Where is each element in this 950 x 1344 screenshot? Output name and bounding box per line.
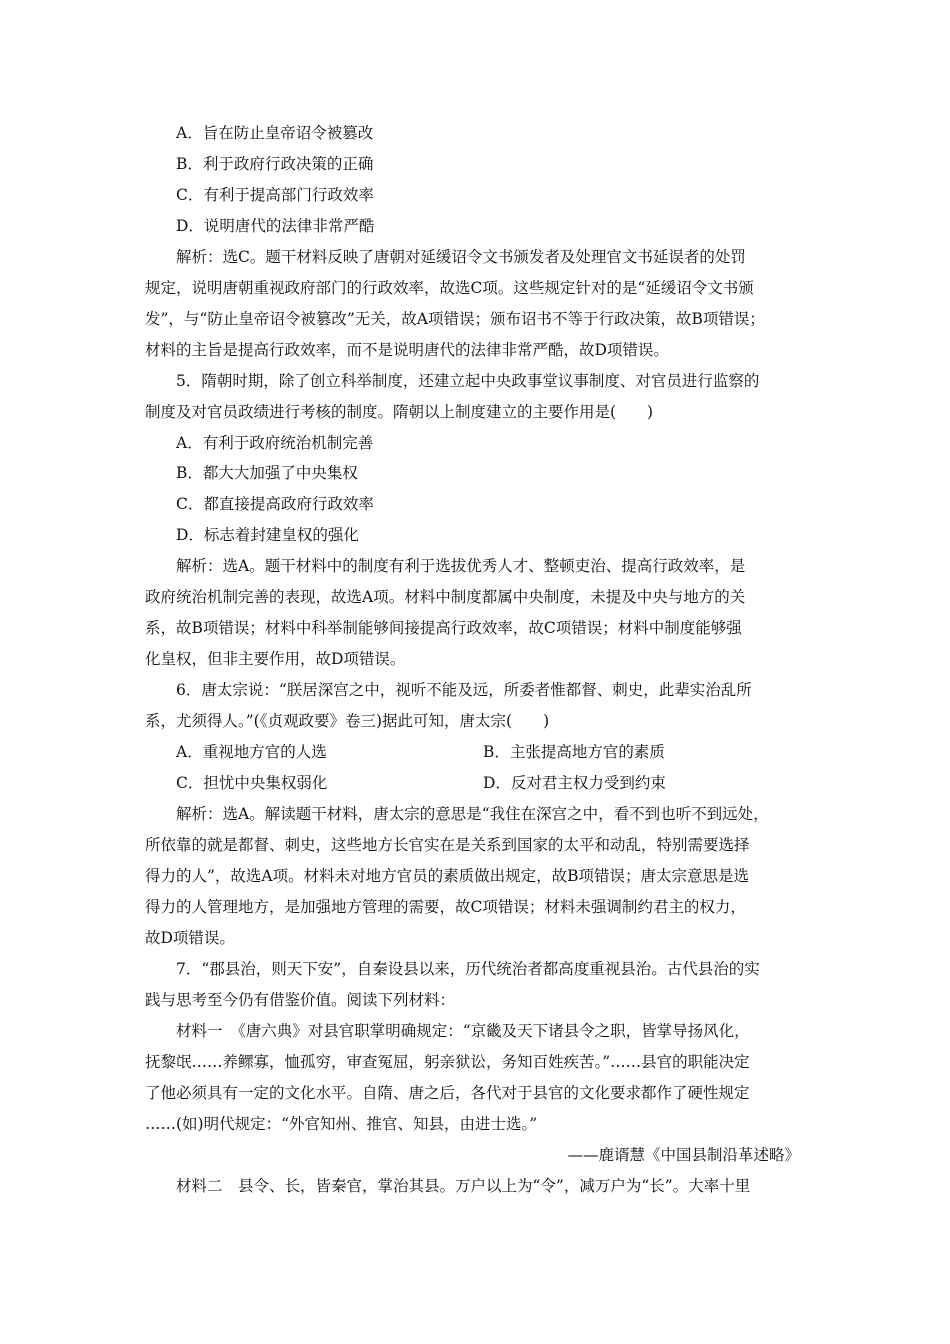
q4-option-a: A．旨在防止皇帝诏令被篡改 xyxy=(176,124,374,142)
q4-analysis-line: 发”，与“防止皇帝诏令被篡改”无关，故A项错误；颁布诏书不等于行政决策，故B项错误； xyxy=(145,310,765,328)
q4-option-b: B．利于政府行政决策的正确 xyxy=(176,155,374,173)
q7-stem-line: 践与思考至今仍有借鉴价值。阅读下列材料： xyxy=(145,991,456,1009)
q7-material1-line: 了他必须具有一定的文化水平。自隋、唐之后，各代对于县官的文化要求都作了硬性规定 xyxy=(145,1084,750,1102)
q4-analysis-line: 规定，说明唐朝重视政府部门的行政效率，故选C项。这些规定针对的是“延缓诏令文书颁 xyxy=(145,279,754,297)
q6-option-c: C．担忧中央集权弱化 xyxy=(176,774,328,792)
q5-option-a: A．有利于政府统治机制完善 xyxy=(176,434,374,452)
q6-option-b: B．主张提高地方官的素质 xyxy=(483,743,665,761)
q5-stem-line: 5．隋朝时期，除了创立科举制度，还建立起中央政事堂议事制度、对官员进行监察的 xyxy=(176,372,760,390)
q5-option-d: D．标志着封建皇权的强化 xyxy=(176,526,359,544)
q6-analysis-line: 得力的人管理地方，是加强地方管理的需要，故C项错误；材料未强调制约君主的权力， xyxy=(145,898,746,916)
q4-option-c: C．有利于提高部门行政效率 xyxy=(176,186,374,204)
q6-option-a: A．重视地方官的人选 xyxy=(176,743,327,761)
q7-material1-line: 抚黎氓……养鳏寡，恤孤穷，审查冤屈，躬亲狱讼，务知百姓疾苦。”……县官的职能决定 xyxy=(145,1053,750,1071)
q5-analysis-line: 化皇权，但非主要作用，故D项错误。 xyxy=(145,650,406,668)
q7-material2-line: 材料二 县令、长，皆秦官，掌治其县。万户以上为“令”，减万户为“长”。大率十里 xyxy=(176,1177,751,1195)
q6-option-d: D．反对君主权力受到约束 xyxy=(483,774,666,792)
q4-option-d: D．说明唐代的法律非常严酷 xyxy=(176,217,375,235)
q6-analysis-line: 所依靠的就是都督、刺史，这些地方长官实在是关系到国家的太平和动乱，特别需要选择 xyxy=(145,836,750,854)
q7-material1-line: ……(如)明代规定：“外官知州、推官、知县，由进士选。” xyxy=(145,1115,538,1133)
q7-material1-line: 材料一 《唐六典》对县官职掌明确规定：“京畿及天下诸县令之职，皆掌导扬风化， xyxy=(176,1022,750,1040)
q5-option-c: C．都直接提高政府行政效率 xyxy=(176,495,374,513)
q5-option-b: B．都大大加强了中央集权 xyxy=(176,464,358,482)
q5-analysis-line: 系，故B项错误；材料中科举制能够间接提高行政效率，故C项错误；材料中制度能够强 xyxy=(145,619,742,637)
q4-analysis-line: 解析：选C。题干材料反映了唐朝对延缓诏令文书颁发者及处理官文书延误者的处罚 xyxy=(176,248,746,266)
q6-stem-line: 6．唐太宗说：“朕居深宫之中，视听不能及远，所委者惟都督、刺史，此辈实治乱所 xyxy=(176,681,752,699)
q5-analysis-line: 解析：选A。题干材料中的制度有利于选拔优秀人才、整顿吏治、提高行政效率，是 xyxy=(176,557,746,575)
q6-analysis-line: 得力的人”，故选A项。材料未对地方官员的素质做出规定，故B项错误；唐太宗意思是选 xyxy=(145,867,750,885)
q4-analysis-line: 材料的主旨是提高行政效率，而不是说明唐代的法律非常严酷，故D项错误。 xyxy=(145,341,669,359)
q7-stem-line: 7．“郡县治，则天下安”，自秦设县以来，历代统治者都高度重视县治。古代县治的实 xyxy=(176,960,760,978)
q7-material1-source: ——鹿谞慧《中国县制沿革述略》 xyxy=(567,1146,800,1164)
q5-stem-line: 制度及对官员政绩进行考核的制度。隋朝以上制度建立的主要作用是( ) xyxy=(145,403,654,421)
q5-analysis-line: 政府统治机制完善的表现，故选A项。材料中制度都属中央制度，未提及中央与地方的关 xyxy=(145,588,746,606)
q6-analysis-line: 解析：选A。解读题干材料，唐太宗的意思是“我住在深宫之中，看不到也听不到远处， xyxy=(176,805,769,823)
q6-analysis-line: 故D项错误。 xyxy=(145,929,235,947)
q6-stem-line: 系，尤须得人。”(《贞观政要》卷三)据此可知，唐太宗( ) xyxy=(145,712,550,730)
